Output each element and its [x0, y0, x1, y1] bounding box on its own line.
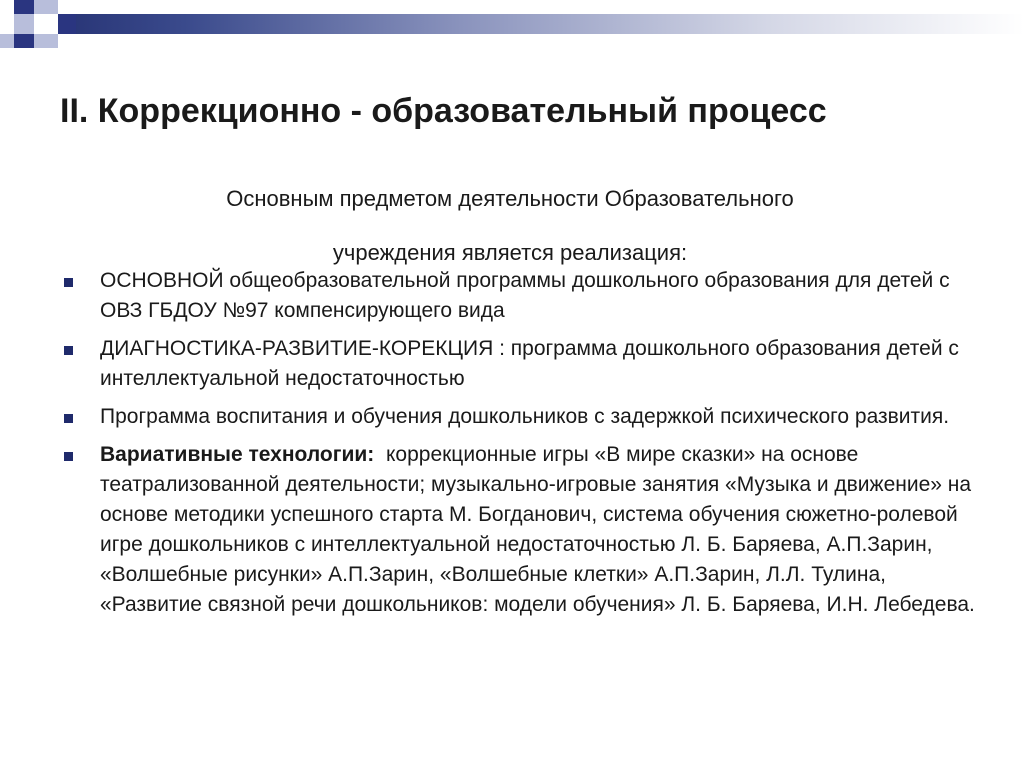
decorative-square: [0, 14, 14, 34]
decorative-square: [34, 14, 58, 34]
bullet-text: коррекционные игры «В мире сказки» на основе театрализованной деятельности; музыкально-игровые занятия «Музыка и движение» на основе методики успешного старта М. Богданович, система обучения сюжетно-ролевой игре дошкольников с интеллектуальной недостаточностью Л. Б. Баряева, А.П.Зарин, «Волшебные рисунки» А.П.Зарин, «Волшебные клетки» А.П.Зарин, Л.Л. Тулина, «Развитие связной речи дошкольников: модели обучения» Л. Б. Баряева, И.Н. Лебедева.: [100, 443, 977, 616]
header-decoration-band: [0, 14, 1024, 34]
bullet-text: ОСНОВНОЙ общеобразовательной программы дошкольного образования для детей с ОВЗ ГБДОУ №97 компенсирующего вида: [100, 269, 950, 322]
decorative-square: [58, 14, 76, 34]
square-bullet-icon: [64, 278, 73, 287]
decorative-square: [14, 14, 34, 34]
decorative-square: [14, 0, 34, 14]
bullet-item: [62, 440, 982, 620]
bullet-item: [62, 402, 982, 432]
square-bullet-icon: [64, 452, 73, 461]
bullet-item: [62, 266, 982, 326]
bullet-list: [62, 266, 982, 628]
decorative-square: [14, 34, 34, 48]
square-bullet-icon: [64, 346, 73, 355]
bullet-text: ДИАГНОСТИКА-РАЗВИТИЕ-КОРЕКЦИЯ : программа дошкольного образования детей с интеллектуальной недостаточностью: [100, 337, 959, 390]
bullet-item: [62, 334, 982, 394]
subtitle-line-1: Основным предметом деятельности Образовательного: [226, 186, 794, 211]
bullet-text: Программа воспитания и обучения дошкольников с задержкой психического развития.: [100, 405, 950, 428]
subtitle-line-2: учреждения является реализация:: [332, 240, 688, 265]
square-bullet-icon: [64, 414, 73, 423]
decorative-square: [34, 34, 58, 48]
decorative-square: [0, 34, 14, 48]
decorative-square: [34, 0, 58, 14]
slide-title: II. Коррекционно - образовательный процесс: [60, 92, 827, 130]
bullet-lead: Вариативные технологии:: [100, 443, 375, 466]
slide-subtitle: [120, 172, 900, 280]
decorative-square: [58, 0, 76, 14]
